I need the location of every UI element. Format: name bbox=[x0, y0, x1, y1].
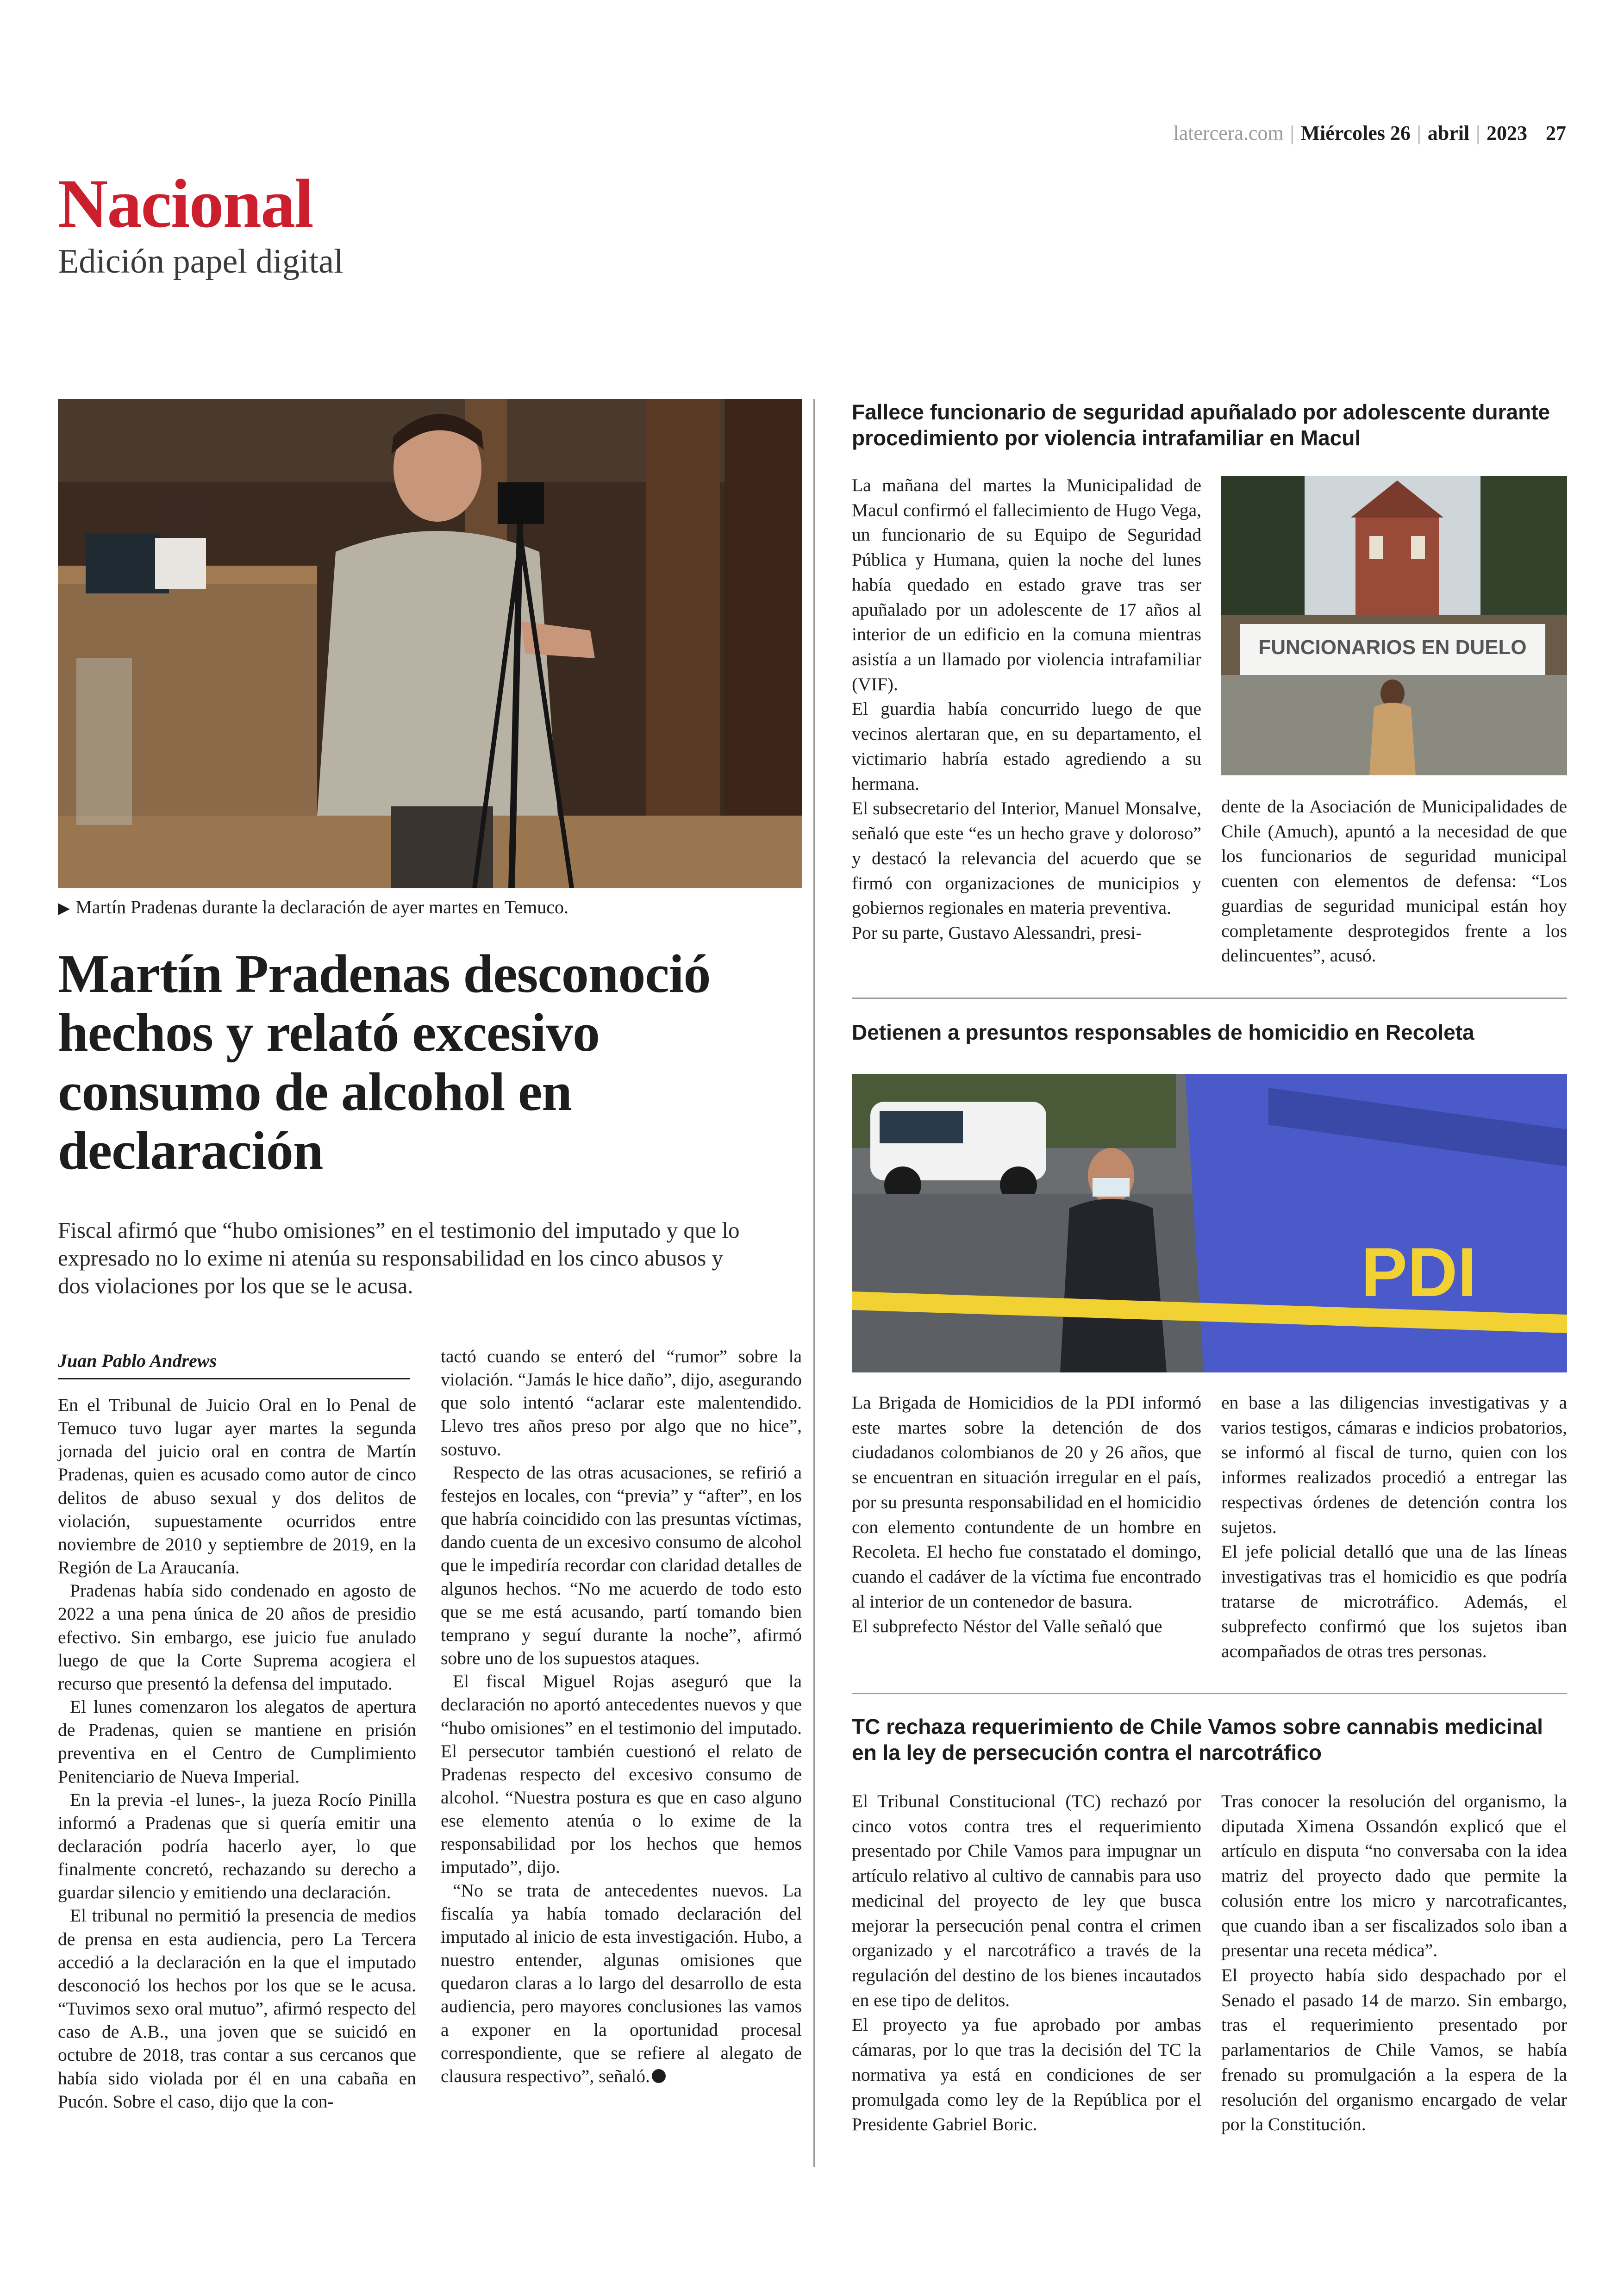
courtroom-photo-graphic bbox=[58, 399, 802, 888]
paragraph: El lunes comenzaron los alegatos de apertura de Pradenas, quien se mantiene en prisión preventiva en el Centro de Cumplimiento Penitenciario de Nueva Imperial. bbox=[58, 1696, 416, 1787]
paragraph: La mañana del martes la Municipalidad de Macul confirmó el fallecimiento de Hugo Vega, un funcionario de su Equipo de Seguridad Pública y Humana, quien la noche del lunes había quedado en estado grave tras ser apuñalado por un adolescente de 17 años al interior de un edificio en la comuna mientras asistía a un llamado por violencia intrafamiliar (VIF). bbox=[852, 475, 1202, 694]
paragraph: “No se trata de antecedentes nuevos. La fiscalía ya había tomado declaración del imputado al inicio de esta investigación. Hubo, a nuestro entender, algunas omisiones que quedaron claras a lo largo del desarrollo de esta audiencia, pero mayores conclusiones las vamos a exponer en la oportunidad procesal correspondiente, que se refiere al alegato de clausura respectivo”, señaló. bbox=[441, 1880, 802, 2086]
main-photo-caption: ▶ Martín Pradenas durante la declaración de ayer martes en Temuco. bbox=[58, 897, 569, 917]
tc-story-title: TC rechaza requerimiento de Chile Vamos sobre cannabis medicinal en la ley de persecución contra el narcotráfico bbox=[852, 1715, 1543, 1765]
paragraph: Respecto de las otras acusaciones, se refirió a festejos en locales, con “previa” y “after”, en los que habría coincidido con las presuntas víctimas, dando cuenta de un excesivo consumo de alcohol que le impediría recordar con claridad detalles de algunos hechos. “No me acuerdo de todo esto que se me está acusando, partí tomando bien temprano y seguí durante la noche”, afirmó sobre uno de los supuestos ataques. bbox=[441, 1462, 802, 1669]
column-divider bbox=[813, 399, 815, 2167]
crime-scene-photo-graphic bbox=[852, 1074, 1567, 1372]
banner-text: FUNCIONARIOS EN DUELO bbox=[1258, 636, 1527, 659]
paragraph: En el Tribunal de Juicio Oral en lo Penal de Temuco tuvo lugar ayer martes la segunda jornada del juicio oral en contra de Martín Pradenas, quien es acusado como autor de cinco delitos de abuso sexual y dos delitos de violación, supuestamente ocurridos entre noviembre de 2010 y septiembre de 2019, en la Región de La Araucanía. bbox=[58, 1395, 416, 1578]
macul-story-title: Fallece funcionario de seguridad apuñalado por adolescente durante procedimiento por violencia intrafamiliar en Macul bbox=[852, 400, 1550, 450]
page-number: 27 bbox=[1546, 122, 1566, 144]
site-name: latercera.com bbox=[1173, 122, 1284, 144]
paragraph: Por su parte, Gustavo Alessandri, presi- bbox=[852, 922, 1142, 943]
paragraph: El Tribunal Constitucional (TC) rechazó por cinco votos contra tres el requerimiento presentado por Chile Vamos para impugnar un artículo relativo al cultivo de cannabis para uso medicinal del proyecto de ley que busca mejorar la persecución penal contra el crimen organizado y el narcotráfico a través de la regulación del destino de los bienes incautados en ese tipo de delitos. bbox=[852, 1791, 1201, 2010]
paragraph: El fiscal Miguel Rojas aseguró que la declaración no aportó antecedentes nuevos y que “hubo omisiones” en el testimonio del imputado. El persecutor también cuestionó el relato de Pradenas respecto del excesivo consumo de alcohol. “Nuestra postura es que en caso alguno ese elemento atenúa o lo exime de la responsabilidad por los hechos que hemos imputado”, dijo. bbox=[441, 1671, 802, 1877]
paragraph: Pradenas había sido condenado en agosto de 2022 a una pena única de 20 años de presidio efectivo. Sin embargo, ese juicio fue anulado luego de que la Corte Suprema acogiera el recurso que presentó la defensa del imputado. bbox=[58, 1580, 416, 1694]
section-title: Nacional bbox=[58, 165, 313, 242]
paragraph: El guardia había concurrido luego de que vecinos alertaran que, en su departamento, el victimario habría estado agrediendo a su hermana. bbox=[852, 698, 1201, 794]
paragraph: Tras conocer la resolución del organismo, la diputada Ximena Ossandón explicó que el artículo en disputa “no conversaba con la idea matriz del proyecto dado que permite la colusión entre los micro y narcotraficantes, que cuando iban a ser fiscalizados solo iban a presentar una receta médica”. bbox=[1221, 1791, 1567, 1961]
paragraph: dente de la Asociación de Municipalidades de Chile (Amuch), apuntó a la necesidad de que los funcionarios de seguridad municipal cuenten con elementos de defensa: “Los guardias de seguridad municipal están hoy completamente desprotegidos frente a los delincuentes”, acusó. bbox=[1221, 796, 1567, 966]
end-of-story-mark bbox=[652, 2069, 666, 2083]
paragraph: En la previa -el lunes-, la jueza Rocío Pinilla informó a Pradenas que si quería emitir una declaración podría hacerlo ayer, lo que finalmente concretó, rechazando su derecho a guardar silencio y emitiendo una declaración. bbox=[58, 1789, 416, 1903]
macul-story-column-2 bbox=[1221, 794, 1567, 968]
paragraph: El subprefecto Néstor del Valle señaló que bbox=[852, 1616, 1162, 1637]
section-subtitle: Edición papel digital bbox=[58, 243, 344, 281]
main-story-column-1 bbox=[58, 1393, 416, 2113]
header-year: 2023 bbox=[1487, 122, 1527, 144]
tc-story-column-1 bbox=[852, 1789, 1201, 2137]
page-header: latercera.com | Miércoles 26 | abril | 2023 27 bbox=[1173, 122, 1566, 144]
recoleta-story-title: Detienen a presuntos responsables de homicidio en Recoleta bbox=[852, 1020, 1474, 1044]
header-day: Miércoles 26 bbox=[1300, 122, 1411, 144]
recoleta-story-column-1 bbox=[852, 1391, 1201, 1639]
story-separator bbox=[852, 998, 1567, 999]
paragraph: El subsecretario del Interior, Manuel Monsalve, señaló que este “es un hecho grave y doloroso” y destacó la relevancia del acuerdo que se firmó con organizaciones de municipios y gobiernos regionales en materia preventiva. bbox=[852, 798, 1201, 918]
pdi-label: PDI bbox=[1361, 1233, 1477, 1311]
paragraph: El proyecto había sido despachado por el Senado el pasado 14 de marzo. Sin embargo, tras el requerimiento presentado por parlamentarios de Chile Vamos, se había frenado su promulgación a la espera de la resolución del organismo encargado de velar por la Constitución. bbox=[1221, 1965, 1567, 2135]
paragraph: El jefe policial detalló que una de las líneas investigativas tras el homicidio es que podría tratarse de microtráfico. Además, el subprefecto confirmó que los sujetos iban acompañados de otras tres personas. bbox=[1221, 1541, 1567, 1662]
paragraph: La Brigada de Homicidios de la PDI informó este martes sobre la detención de dos ciudadanos colombianos de 20 y 26 años, que se encuentran en situación irregular en el país, por su presunta responsabilidad en el homicidio con elemento contundente de un hombre en Recoleta. El hecho fue constatado el domingo, cuando el cadáver de la víctima fue encontrado al interior de un contenedor de basura. bbox=[852, 1392, 1201, 1612]
paragraph: tactó cuando se enteró del “rumor” sobre la violación. “Jamás le hice daño”, dijo, asegurando que solo intentó “aclarar este malentendido. Llevo tres años preso por algo que no hice”, sostuvo. bbox=[441, 1346, 802, 1459]
tc-story-column-2 bbox=[1221, 1789, 1567, 2137]
paragraph: El proyecto ya fue aprobado por ambas cámaras, por lo que tras la decisión del TC la normativa ya está en condiciones de ser promulgada como ley de la República por el Presidente Gabriel Boric. bbox=[852, 2014, 1201, 2135]
main-lead: Fiscal afirmó que “hubo omisiones” en el testimonio del imputado y que lo expresado no lo exime ni atenúa su responsabilidad en los cinco abusos y dos violaciones por los que se le acusa. bbox=[58, 1217, 740, 1298]
story-separator bbox=[852, 1693, 1567, 1694]
main-headline: Martín Pradenas desconoció hechos y relató excesivo consumo de alcohol en declaración bbox=[58, 943, 711, 1181]
recoleta-story-column-2 bbox=[1221, 1391, 1567, 1664]
paragraph: en base a las diligencias investigativas y a varios testigos, cámaras e indicios probatorios, se informó al fiscal de turno, quien con los informes realizados procedió a entregar las respectivas órdenes de detención contra los sujetos. bbox=[1221, 1392, 1567, 1537]
macul-story-photo bbox=[1221, 476, 1567, 775]
recoleta-story-photo bbox=[852, 1074, 1567, 1372]
municipality-photo-graphic bbox=[1221, 476, 1567, 775]
main-story-photo bbox=[58, 399, 802, 888]
byline: Juan Pablo Andrews bbox=[58, 1350, 410, 1379]
header-month: abril bbox=[1427, 122, 1470, 144]
macul-story-column-1 bbox=[852, 473, 1201, 946]
caption-triangle-icon: ▶ bbox=[58, 900, 70, 917]
main-story-column-2 bbox=[441, 1345, 802, 2088]
paragraph: El tribunal no permitió la presencia de medios de prensa en esta audiencia, pero La Tercera accedió a la declaración en la que el imputado desconoció los hechos por los que se le acusa. “Tuvimos sexo oral mutuo”, afirmó respecto del caso de A.B., una joven que se suicidó en octubre de 2018, tras contar a sus cercanos que había sido violada por él en una cabaña en Pucón. Sobre el caso, dijo que la con- bbox=[58, 1905, 416, 2112]
